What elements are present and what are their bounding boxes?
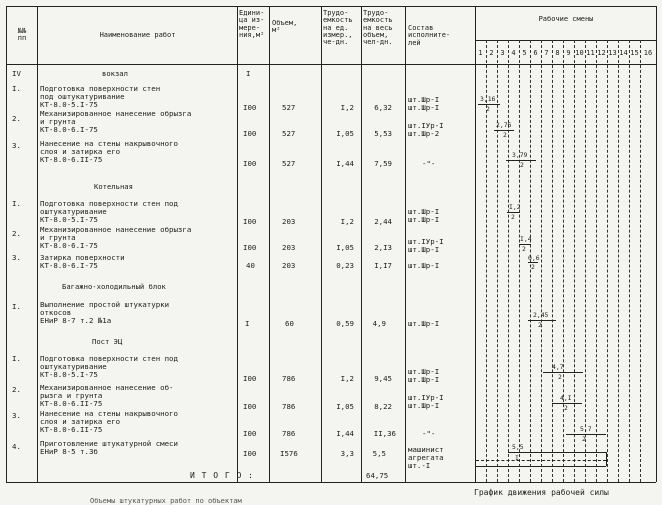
row-labor-unit: I,05	[336, 402, 354, 411]
col-border-unit	[237, 6, 238, 482]
gantt-label: 5,7	[580, 425, 592, 433]
shift-number: 9	[566, 49, 571, 57]
row-name: Затирка поверхности КТ-8.0-6.I-75	[40, 253, 125, 270]
row-volume: 786	[282, 429, 296, 438]
row-unit: I00	[243, 103, 257, 112]
row-unit: I00	[243, 159, 257, 168]
row-volume: 786	[282, 402, 296, 411]
gantt-label: 4,I	[560, 394, 572, 402]
row-crew: шт.Шр-I шт.Шр-I	[408, 95, 440, 112]
section-title: Пост ЭЦ	[92, 337, 123, 346]
row-num: 3.	[12, 141, 21, 150]
gantt-bar	[566, 434, 606, 435]
row-labor-total: I,I7	[374, 261, 392, 270]
row-crew: шт.Шр-I шт.Шр-I	[408, 367, 440, 384]
col-border-name	[37, 6, 38, 482]
row-labor-unit: 0,59	[336, 319, 354, 328]
shift-col-line	[585, 40, 586, 482]
row-crew: -"-	[422, 159, 436, 168]
col-border-crew	[405, 6, 406, 482]
row-unit: I00	[243, 217, 257, 226]
shift-col-line	[541, 40, 542, 482]
row-labor-total: 8,22	[374, 402, 392, 411]
gantt-label: 3,79	[512, 151, 528, 159]
table-top-border	[6, 6, 656, 7]
gantt-bar	[543, 372, 583, 373]
row-num: I.	[12, 84, 21, 93]
row-labor-unit: 3,3	[340, 449, 354, 458]
row-labor-total: 2,44	[374, 217, 392, 226]
row-name: Механизированное нанесение обрызга и грунта КТ-8.0-6.I-75	[40, 225, 192, 250]
labor-histogram-step	[606, 452, 607, 466]
row-labor-unit: I,05	[336, 243, 354, 252]
gantt-label: 2,45	[533, 311, 549, 319]
row-num: 2.	[12, 385, 21, 394]
gantt-label: 2,76	[496, 121, 512, 129]
shift-number: 8	[555, 49, 560, 57]
col-border-volume	[269, 6, 270, 482]
shift-number: 7	[544, 49, 549, 57]
row-volume: 527	[282, 159, 296, 168]
labor-histogram-line	[476, 466, 606, 467]
gantt-label: I	[515, 454, 519, 462]
section-title: Котельная	[94, 182, 133, 191]
gantt-bar	[528, 320, 556, 321]
row-num: I.	[12, 302, 21, 311]
row-num: I.	[12, 354, 21, 363]
row-name: Подготовка поверхности стен под оштукатуривание КТ-8.0-5.I-75	[40, 199, 178, 224]
shift-col-line	[618, 40, 619, 482]
shift-number: 3	[500, 49, 505, 57]
shift-col-line	[629, 40, 630, 482]
gantt-label: 2	[520, 161, 524, 169]
row-crew: -"-	[422, 429, 436, 438]
shift-col-line	[574, 40, 575, 482]
labor-histogram-line	[476, 460, 606, 461]
total-label: И Т О Г О :	[190, 471, 254, 480]
header-labor-unit: Трудо- емкость на ед. измер., че-дн.	[323, 9, 353, 47]
col-border-left	[6, 6, 7, 482]
gantt-label: 2	[531, 263, 535, 271]
row-labor-total: 6,32	[374, 103, 392, 112]
row-volume: 203	[282, 217, 296, 226]
row-labor-unit: I,2	[340, 103, 354, 112]
row-unit: I00	[243, 243, 257, 252]
shift-number: 12	[597, 49, 606, 57]
row-num: 2.	[12, 114, 21, 123]
gantt-label: 3,16	[480, 95, 496, 103]
row-num: I.	[12, 199, 21, 208]
row-labor-total: 7,59	[374, 159, 392, 168]
shift-number: 2	[489, 49, 494, 57]
row-name: Приготовление штукатурной смеси ЕНиР 8-5 т.3б	[40, 439, 178, 456]
row-unit: I00	[243, 402, 257, 411]
graph-caption: График движения рабочей силы	[474, 488, 609, 497]
row-labor-total: 9,45	[374, 374, 392, 383]
gantt-label: 2	[558, 373, 562, 381]
shift-number: 15	[630, 49, 639, 57]
shift-number: 5	[522, 49, 527, 57]
row-name: Нанесение на стены накрывочного слоя и затирка его КТ-8.0-6.II-75	[40, 139, 178, 164]
header-unit: Едини- ца из- мере- ния,м²	[239, 9, 265, 40]
shift-number: 6	[533, 49, 538, 57]
row-volume: 527	[282, 129, 296, 138]
gantt-label: 2	[564, 404, 568, 412]
row-unit: I	[245, 319, 250, 328]
shift-col-line	[607, 40, 608, 482]
shift-col-line	[508, 40, 509, 482]
row-labor-unit: I,2	[340, 374, 354, 383]
shift-number: 16	[643, 49, 653, 57]
gantt-label: 2	[511, 213, 515, 221]
row-labor-unit: 0,23	[336, 261, 354, 270]
gantt-label: 2	[582, 435, 586, 443]
row-labor-unit: I,2	[340, 217, 354, 226]
header-crew: Состав исполните- лей	[408, 24, 451, 47]
row-num: 3.	[12, 253, 21, 262]
row-crew: шт.IУр-I шт.Шр-2	[408, 121, 444, 138]
gantt-label: 2	[538, 321, 542, 329]
row-num: 3.	[12, 411, 21, 420]
row-unit: 40	[246, 261, 255, 270]
row-num: 2.	[12, 229, 21, 238]
row-name: Нанесение на стены накрывочного слоя и затирка его КТ-8.0-6.II-75	[40, 409, 178, 434]
gantt-label: I,4	[520, 235, 532, 243]
row-labor-unit: I,44	[336, 429, 354, 438]
row-labor-total: 4,9	[372, 319, 386, 328]
gantt-label: 2	[503, 131, 507, 139]
shift-number: 4	[511, 49, 516, 57]
row-labor-unit: I,05	[336, 129, 354, 138]
shift-number: 1	[478, 49, 483, 57]
row-unit: I00	[243, 429, 257, 438]
section-title: Багажно-холодильный блок	[62, 282, 166, 291]
row-volume: 786	[282, 374, 296, 383]
row-volume: 203	[282, 243, 296, 252]
gantt-bar	[508, 452, 606, 453]
row-labor-total: 5,5	[372, 449, 386, 458]
gantt-label: 2	[522, 245, 526, 253]
header-volume: Объем, м²	[272, 19, 298, 35]
row-crew: шт.Шр-I	[408, 319, 440, 328]
row-name: Механизированное нанесение обрызга и грунта КТ-8.0-6.I-75	[40, 109, 192, 134]
row-unit: I00	[243, 449, 257, 458]
row-num: 4.	[12, 442, 21, 451]
gantt-label: 5,5	[512, 443, 524, 451]
row-crew: шт.Шр-I шт.Шр-I	[408, 207, 440, 224]
gantt-label: 0,6	[528, 254, 540, 262]
shift-number: 13	[608, 49, 617, 57]
row-name: Механизированное нанесение об- рызга и грунта КТ-8.0-6.II-75	[40, 383, 174, 408]
footnote: Объемы штукатурных работ по объектам	[90, 497, 242, 505]
col-border-gantt	[475, 6, 476, 482]
row-name: Выполнение простой штукатурки откосов ЕНиР 8-7 т.2 №1а	[40, 300, 170, 325]
header-bottom-border	[6, 64, 656, 65]
row-num: IV	[12, 69, 21, 78]
row-crew: машинист агрегата шт.-I	[408, 445, 444, 470]
row-unit: I	[246, 69, 251, 78]
row-labor-total: II,36	[373, 429, 396, 438]
row-volume: 527	[282, 103, 296, 112]
shift-col-line	[640, 40, 641, 482]
shift-col-line	[563, 40, 564, 482]
shift-col-line	[497, 40, 498, 482]
total-value: 64,75	[366, 471, 389, 480]
header-shifts-title: Рабочие смены	[538, 15, 594, 23]
shift-col-line	[519, 40, 520, 482]
shift-number: 11	[586, 49, 595, 57]
section-title: вокзал	[102, 69, 128, 78]
table-bottom-border	[6, 482, 656, 483]
row-volume: 203	[282, 261, 296, 270]
shift-col-line	[552, 40, 553, 482]
row-name: Подготовка поверхности стен под оштукатуривание КТ-8.0-5.I-75	[40, 354, 178, 379]
row-crew: шт.Шр-I	[408, 261, 440, 270]
row-volume: 60	[285, 319, 294, 328]
gantt-label: 4,7	[552, 363, 564, 371]
header-num: №№ пп	[17, 27, 27, 43]
col-border-right	[656, 6, 657, 482]
header-labor-total: Трудо- емкость на весь объем, чел-дн.	[363, 9, 393, 47]
shift-col-line	[596, 40, 597, 482]
header-name: Наименование работ	[99, 31, 176, 39]
row-labor-total: 2,I3	[374, 243, 392, 252]
gantt-label: 2	[486, 105, 490, 113]
row-unit: I00	[243, 129, 257, 138]
row-crew: шт.IУр-I шт.Шр-I	[408, 393, 444, 410]
shift-number: 14	[619, 49, 628, 57]
row-labor-total: 5,53	[374, 129, 392, 138]
row-labor-unit: I,44	[336, 159, 354, 168]
shift-number: 10	[575, 49, 584, 57]
row-crew: шт.IУр-I шт.Шр-I	[408, 237, 444, 254]
row-name: Подготовка поверхности стен под оштукатуривание КТ-8.0-5.I-75	[40, 84, 161, 109]
row-volume: I576	[280, 449, 298, 458]
gantt-label: I,2	[509, 203, 521, 211]
row-unit: I00	[243, 374, 257, 383]
